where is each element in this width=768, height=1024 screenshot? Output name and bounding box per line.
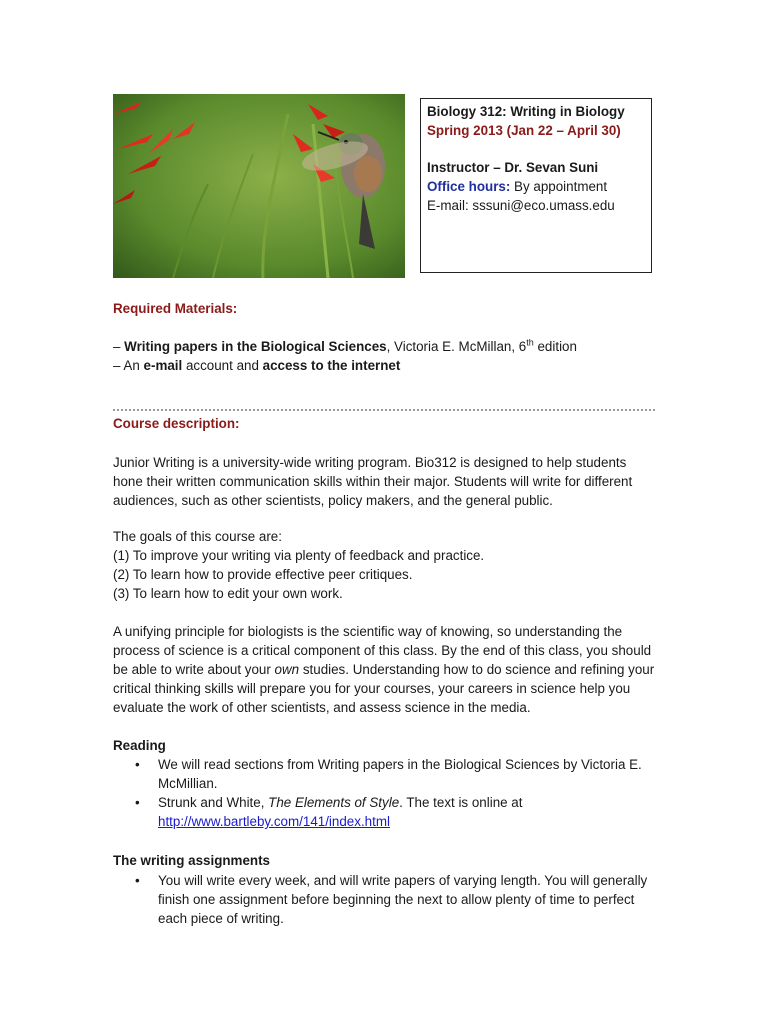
required-material-email — [113, 356, 400, 375]
principle-text-2: studies. Understanding how to do science and refining your critical thinking skills will prepare you for your courses, your careers in science help you evaluate the work of other scientists, and assess science in the media. — [113, 662, 655, 715]
principle-paragraph — [113, 622, 658, 717]
reading-item-text: We will read sections from Writing papers in the Biological Sciences by Victoria E. McMillian. — [158, 757, 642, 791]
bartleby-link[interactable]: http://www.bartleby.com/141/index.html — [158, 814, 390, 829]
section-divider — [113, 409, 655, 411]
book-title-italic: The Elements of Style — [268, 795, 400, 810]
goals-heading: The goals of this course are: — [113, 529, 282, 544]
course-title: Biology 312: Writing in Biology — [427, 104, 625, 119]
dash: – — [113, 339, 125, 354]
bullet-icon: • — [135, 757, 140, 772]
hummingbird-photo — [113, 94, 405, 278]
reading-item-suffix: . The text is online at — [399, 795, 523, 810]
hummingbird-illustration — [113, 94, 405, 278]
goal-item: (2) To learn how to provide effective peer critiques. — [113, 567, 413, 582]
dash-an: – An — [113, 358, 144, 373]
edition-superscript: th — [526, 337, 534, 348]
edition-suffix: edition — [533, 339, 577, 354]
list-item — [113, 871, 658, 928]
course-intro-paragraph: Junior Writing is a university-wide writing program. Bio312 is designed to help students hone their written communication skills within their major. Students will write for different audiences, such as other scientists, policy makers, and the general public. — [113, 455, 633, 508]
writing-assignments-heading: The writing assignments — [113, 853, 270, 868]
goal-item: (1) To improve your writing via plenty of feedback and practice. — [113, 548, 485, 563]
internet-access-bold: access to the internet — [262, 358, 401, 373]
reading-item-prefix: Strunk and White, — [158, 795, 269, 810]
office-hours-value: By appointment — [510, 179, 608, 194]
list-item — [113, 755, 658, 793]
writing-assignment-text: You will write every week, and will write papers of varying length. You will generally finish one assignment before beginning the next to allow plenty of time to perfect each piece of writing. — [158, 873, 648, 926]
textbook-author: , Victoria E. McMillan, 6 — [386, 339, 527, 354]
instructor-email: E-mail: sssuni@eco.umass.edu — [427, 198, 615, 213]
account-and: account and — [182, 358, 263, 373]
goal-item: (3) To learn how to edit your own work. — [113, 586, 343, 601]
email-bold: e-mail — [143, 358, 183, 373]
reading-list — [113, 755, 658, 831]
instructor-name: Instructor – Dr. Sevan Suni — [427, 160, 599, 175]
course-info-box — [420, 98, 652, 273]
course-description-heading: Course description: — [113, 416, 240, 431]
principle-text-1: A unifying principle for biologists is the scientific way of knowing, so understanding the process of science is a critical component of this class. By the end of this class, you should be able to write about your — [113, 624, 652, 677]
required-materials-heading: Required Materials: — [113, 301, 238, 316]
required-material-textbook — [113, 337, 577, 356]
writing-assignments-list — [113, 871, 658, 928]
reading-heading: Reading — [113, 738, 166, 753]
office-hours-label: Office hours: — [427, 179, 511, 194]
bullet-icon: • — [135, 795, 140, 810]
principle-italic-own: own — [274, 662, 300, 677]
textbook-title: Writing papers in the Biological Sciences — [124, 339, 387, 354]
bullet-icon: • — [135, 873, 140, 888]
list-item — [113, 793, 658, 831]
course-term: Spring 2013 (Jan 22 – April 30) — [427, 123, 621, 138]
office-hours — [427, 177, 645, 196]
